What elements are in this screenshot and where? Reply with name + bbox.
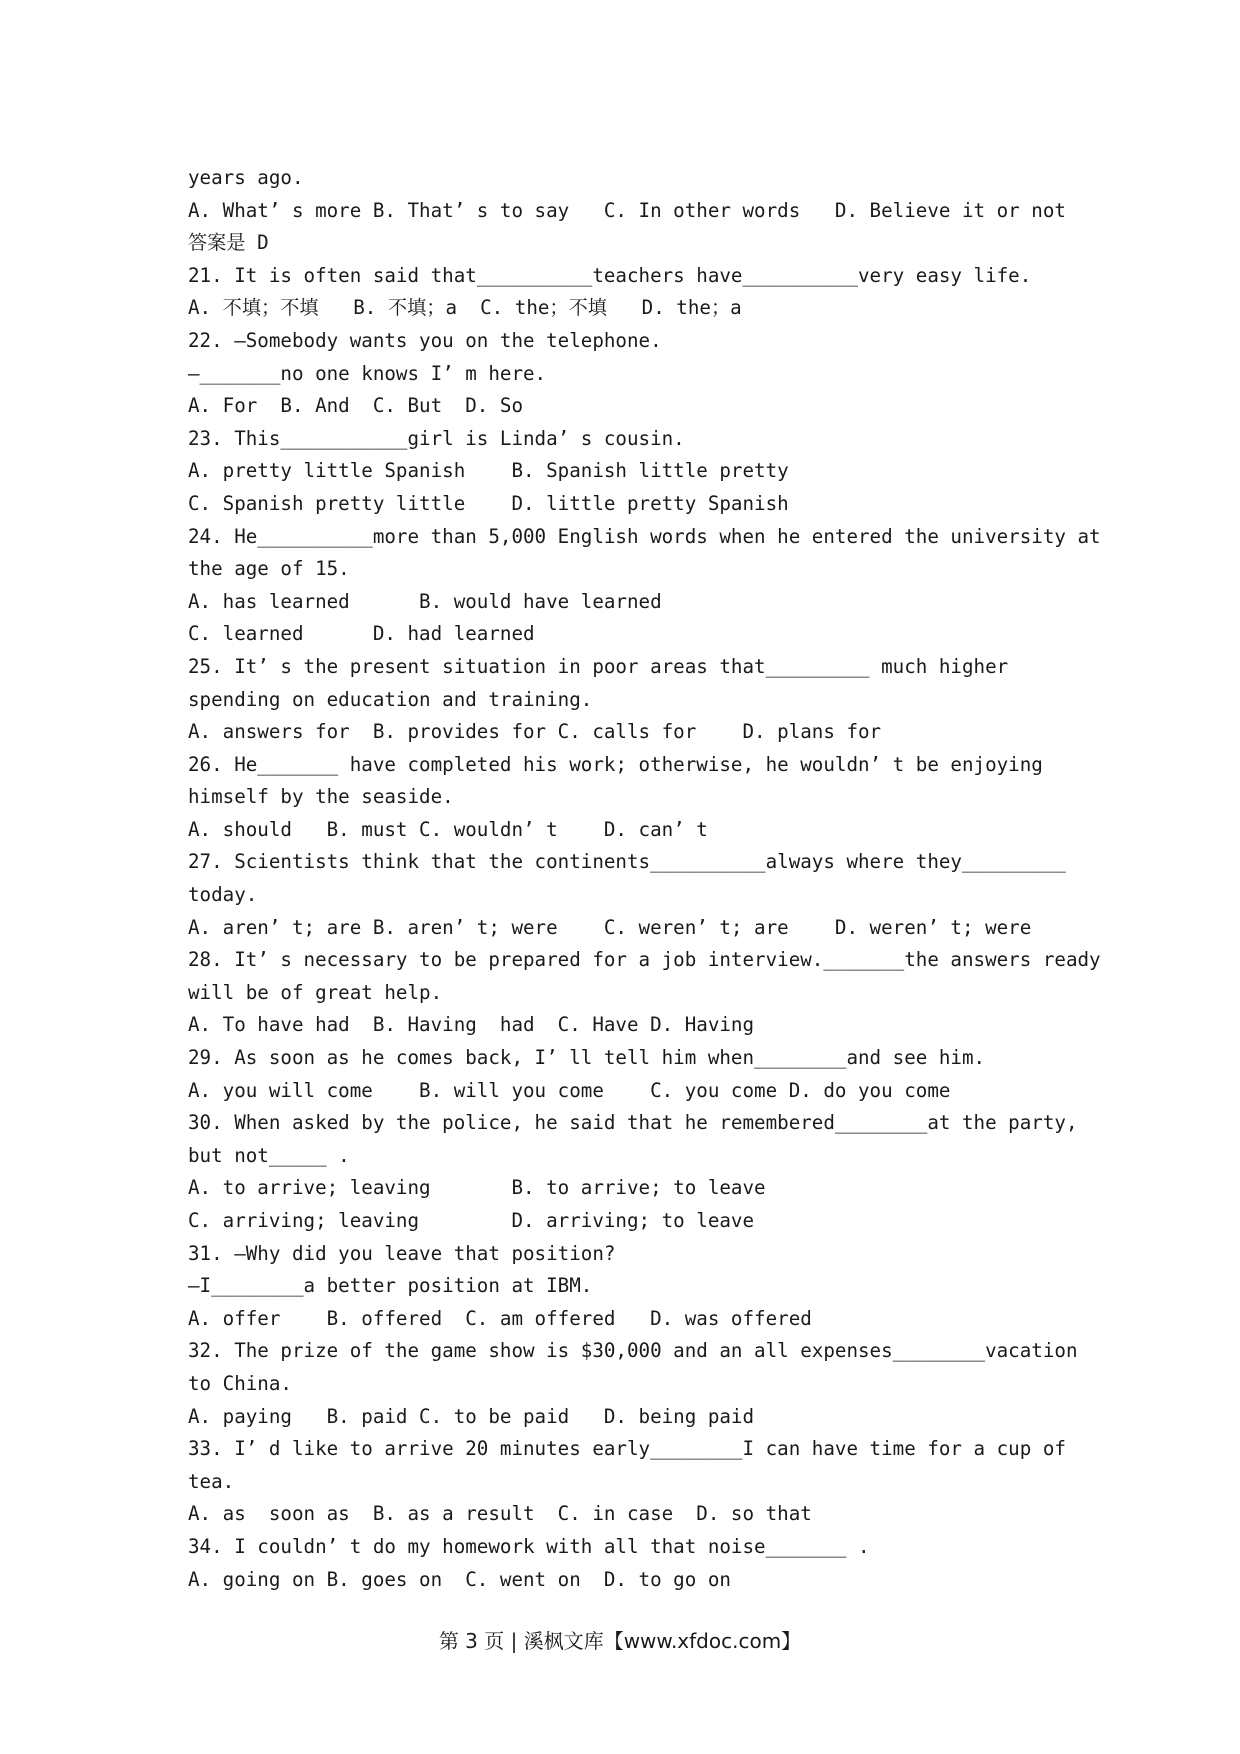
text-line: 27. Scientists think that the continents__________always where they_________	[188, 850, 1066, 874]
text-line: will be of great help.	[188, 980, 443, 1004]
text-line: the age of 15.	[188, 557, 350, 581]
text-line: —_______no one knows I’ m here.	[188, 361, 547, 385]
text-line: 29. As soon as he comes back, I’ ll tell him when________and see him.	[188, 1046, 986, 1070]
text-line: 32. The prize of the game show is $30,000 and an all expenses________vacation	[188, 1339, 1078, 1363]
text-line: to China.	[188, 1371, 292, 1395]
text-line: A. paying B. paid C. to be paid D. being paid	[188, 1404, 755, 1428]
text-line: A. to arrive; leaving B. to arrive; to leave	[188, 1176, 766, 1200]
text-line: A. you will come B. will you come C. you come D. do you come	[188, 1078, 951, 1102]
text-line: 28. It’ s necessary to be prepared for a job interview._______the answers ready	[188, 948, 1101, 972]
document-body	[188, 162, 1101, 1596]
text-line: today.	[188, 883, 258, 907]
text-line: A. For B. And C. But D. So	[188, 394, 524, 418]
text-line: 21. It is often said that__________teachers have__________very easy life.	[188, 263, 1032, 287]
text-line: A. going on B. goes on C. went on D. to go on	[188, 1567, 731, 1591]
page-footer: 第 3 页 | 溪枫文库【www.xfdoc.com】	[438, 1629, 802, 1653]
text-line: 25. It’ s the present situation in poor areas that_________ much higher	[188, 654, 1009, 678]
text-line: A. offer B. offered C. am offered D. was offered	[188, 1306, 812, 1330]
text-line: A. should B. must C. wouldn’ t D. can’ t	[188, 817, 708, 841]
text-line: A. has learned B. would have learned	[188, 589, 662, 613]
text-line: 34. I couldn’ t do my homework with all that noise_______ .	[188, 1534, 870, 1558]
text-line: A. To have had B. Having had C. Have D. Having	[188, 1013, 755, 1037]
text-line: A. answers for B. provides for C. calls for D. plans for	[188, 720, 882, 744]
text-line: 23. This___________girl is Linda’ s cousin.	[188, 426, 685, 450]
text-line: A. as soon as B. as a result C. in case D. so that	[188, 1502, 812, 1526]
text-line: A. 不填；不填 B. 不填；a C. the；不填 D. the；a	[188, 296, 742, 320]
text-line: 答案是 D	[188, 231, 269, 255]
text-line: 33. I’ d like to arrive 20 minutes early________I can have time for a cup of	[188, 1437, 1066, 1461]
text-line: —I________a better position at IBM.	[188, 1274, 593, 1298]
text-line: A. What’ s more B. That’ s to say C. In other words D. Believe it or not	[188, 198, 1066, 222]
text-line: spending on education and training.	[188, 687, 593, 711]
text-line: 22. —Somebody wants you on the telephone.	[188, 328, 662, 352]
text-line: 24. He__________more than 5,000 English words when he entered the university at	[188, 524, 1101, 548]
text-line: A. aren’ t; are B. aren’ t; were C. weren’ t; are D. weren’ t; were	[188, 915, 1032, 939]
text-line: 31. —Why did you leave that position?	[188, 1241, 616, 1265]
text-line: C. learned D. had learned	[188, 622, 535, 646]
text-line: himself by the seaside.	[188, 785, 454, 809]
text-line: but not_____ .	[188, 1143, 350, 1167]
text-line: A. pretty little Spanish B. Spanish little pretty	[188, 459, 789, 483]
text-line: years ago.	[188, 166, 304, 189]
text-line: 26. He_______ have completed his work; otherwise, he wouldn’ t be enjoying	[188, 752, 1043, 776]
text-line: tea.	[188, 1469, 235, 1493]
text-line: 30. When asked by the police, he said that he remembered________at the party,	[188, 1111, 1078, 1135]
text-line: C. arriving; leaving D. arriving; to leave	[188, 1209, 755, 1232]
text-line: C. Spanish pretty little D. little pretty Spanish	[188, 491, 789, 515]
